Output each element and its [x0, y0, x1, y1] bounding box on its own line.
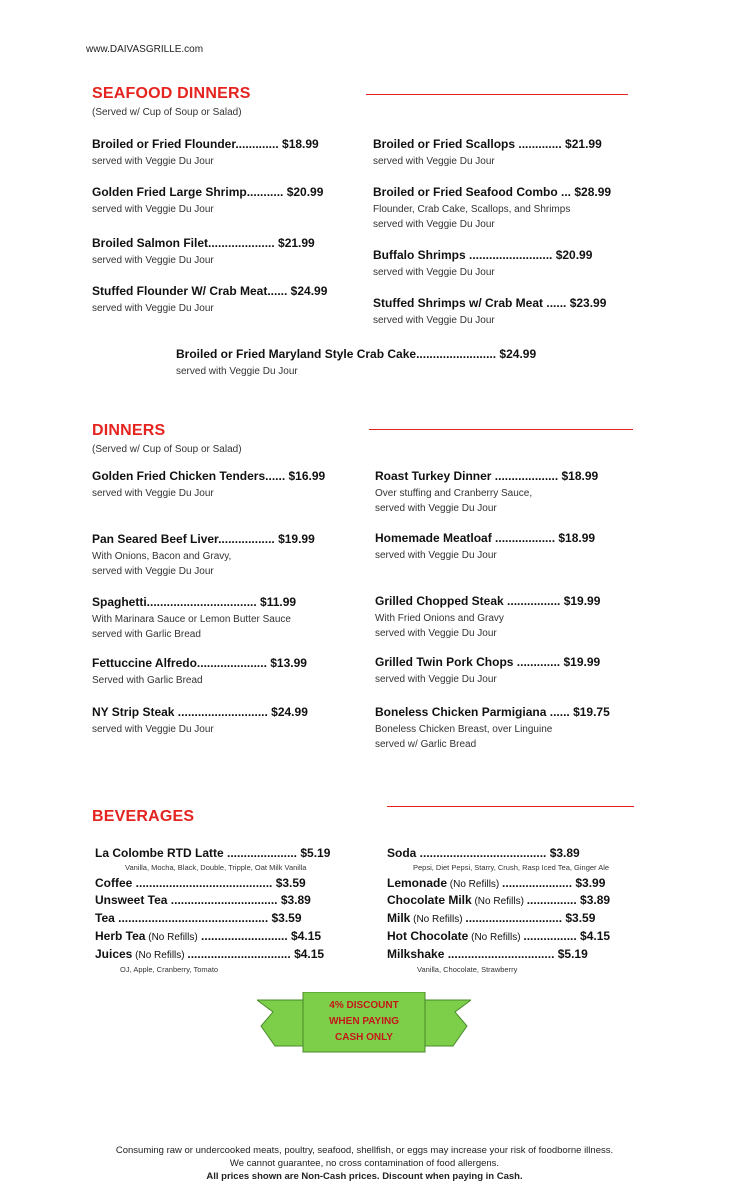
beverage-name: Chocolate Milk [387, 893, 472, 907]
menu-item [92, 595, 296, 642]
menu-item [92, 532, 315, 579]
food-safety-notice: Consuming raw or undercooked meats, poultry, seafood, shellfish, or eggs may increase your risk of foodborne illness. [115, 1145, 614, 1156]
dinners-section-title: DINNERS [92, 422, 166, 439]
menu-item [373, 137, 602, 169]
beverage-name: Soda [387, 846, 417, 860]
beverage-name: Juices [95, 947, 133, 961]
menu-item-name-price: Broiled or Fried Seafood Combo ... $28.99 [373, 185, 612, 199]
beverage-options: Vanilla, Mocha, Black, Double, Tripple, Oat Milk Vanilla [125, 863, 307, 872]
menu-item [375, 594, 600, 641]
menu-item-description-line: served with Veggie Du Jour [375, 628, 497, 639]
beverage-item [387, 846, 580, 860]
menu-item [92, 705, 308, 737]
menu-item-description [92, 612, 296, 642]
beverage-price: .......................... $4.15 [197, 929, 322, 943]
menu-item [92, 656, 307, 688]
menu-item-name-price: NY Strip Steak ........................... $24.99 [92, 705, 308, 719]
menu-item-description-line: served with Garlic Bread [92, 629, 201, 640]
menu-item-description [375, 486, 598, 516]
beverage-price: ............................... $4.15 [187, 947, 325, 961]
beverages-divider [387, 806, 634, 807]
menu-item [375, 531, 595, 563]
menu-item-description-line: served w/ Garlic Bread [375, 739, 477, 750]
beverage-item [387, 911, 595, 925]
menu-item [92, 284, 327, 316]
beverage-item: Unsweet Tea ................................ $3.89 [95, 893, 311, 907]
menu-item-name-price: Golden Fried Large Shrimp........... $20.99 [92, 185, 324, 199]
menu-item [375, 469, 598, 516]
beverage-price: ............... $3.89 [526, 893, 611, 907]
menu-item-description: served with Veggie Du Jour [92, 204, 214, 215]
menu-item-description-line: With Marinara Sauce or Lemon Butter Sauce [92, 614, 291, 625]
discount-banner-text [305, 998, 423, 1046]
discount-line: 4% DISCOUNT [329, 1000, 399, 1011]
menu-item [92, 185, 323, 217]
menu-item-description: Served with Garlic Bread [92, 675, 203, 686]
beverage-item [387, 893, 610, 907]
beverage-price: ..................... $3.99 [502, 876, 606, 890]
menu-item [92, 236, 315, 268]
beverage-item [95, 929, 321, 943]
menu-item-name-price: Broiled Salmon Filet.................... $21.99 [92, 236, 315, 250]
beverage-item [387, 929, 610, 943]
beverage-item [387, 876, 605, 890]
menu-item-name-price: Fettuccine Alfredo..................... $13.99 [92, 656, 307, 670]
beverage-note: (No Refills) [447, 879, 503, 890]
menu-item-name-price: Stuffed Flounder W/ Crab Meat...... $24.99 [92, 284, 328, 298]
menu-item-description: served with Veggie Du Jour [92, 724, 214, 735]
beverage-name: Milk [387, 911, 411, 925]
menu-item-description-line: served with Veggie Du Jour [373, 219, 495, 230]
menu-item-name-price: Buffalo Shrimps ......................... $20.99 [373, 248, 593, 262]
menu-item-name-price: Broiled or Fried Scallops ............. $21.99 [373, 137, 602, 151]
menu-item-description-line: With Onions, Bacon and Gravy, [92, 551, 232, 562]
dinners-divider [369, 429, 633, 430]
menu-item-description [92, 549, 315, 579]
beverage-item: La Colombe RTD Latte ..................... $5.19 [95, 846, 331, 860]
menu-item-description: served with Veggie Du Jour [92, 303, 214, 314]
menu-item-name-price: Pan Seared Beef Liver................. $19.99 [92, 532, 315, 546]
beverage-note: (No Refills) [132, 950, 188, 961]
beverage-name: Hot Chocolate [387, 929, 469, 943]
menu-item [92, 137, 319, 169]
menu-item-description: served with Veggie Du Jour [176, 366, 298, 377]
beverage-price: ................ $4.15 [523, 929, 611, 943]
beverage-price: ............................. $3.59 [465, 911, 596, 925]
beverage-item: Tea ............................................. $3.59 [95, 911, 302, 925]
seafood-divider [366, 94, 628, 95]
beverage-options: Pepsi, Diet Pepsi, Starry, Crush, Rasp Iced Tea, Ginger Ale [413, 863, 610, 872]
menu-item-name-price: Broiled or Fried Flounder............. $18.99 [92, 137, 319, 151]
allergen-notice: We cannot guarantee, no cross contamination of food allergens. [229, 1158, 500, 1169]
menu-item-description [375, 722, 610, 752]
beverage-note: (No Refills) [410, 914, 466, 925]
menu-item-description-line: With Fried Onions and Gravy [375, 613, 504, 624]
menu-item-name-price: Homemade Meatloaf .................. $18.99 [375, 531, 596, 545]
menu-item-name-price: Grilled Twin Pork Chops ............. $19.99 [375, 655, 601, 669]
menu-item-description: served with Veggie Du Jour [373, 315, 495, 326]
menu-item-name-price: Spaghetti................................. $11.99 [92, 595, 297, 609]
beverage-price: ................................ $5.19 [444, 947, 588, 961]
menu-item-name-price: Stuffed Shrimps w/ Crab Meat ...... $23.99 [373, 296, 607, 310]
menu-item-description [375, 611, 600, 641]
beverage-item: Coffee ......................................... $3.59 [95, 876, 306, 890]
menu-item-name-price: Boneless Chicken Parmigiana ...... $19.75 [375, 705, 610, 719]
beverage-options: OJ, Apple, Cranberry, Tomato [120, 965, 219, 974]
menu-item-name-price: Roast Turkey Dinner ................... $18.99 [375, 469, 599, 483]
beverage-note: (No Refills) [471, 896, 527, 907]
beverage-note: (No Refills) [145, 932, 198, 943]
menu-item-name-price: Grilled Chopped Steak ................ $19.99 [375, 594, 601, 608]
menu-item-name-price: Golden Fried Chicken Tenders...... $16.99 [92, 469, 326, 483]
menu-item [373, 185, 611, 232]
menu-item-name-price: Broiled or Fried Maryland Style Crab Cake........................ $24.99 [176, 347, 537, 361]
menu-item-description: served with Veggie Du Jour [373, 156, 495, 167]
menu-item-description-line: served with Veggie Du Jour [375, 503, 497, 514]
beverage-item [95, 947, 324, 961]
beverage-price: ...................................... $3.89 [416, 846, 580, 860]
beverage-note: (No Refills) [468, 932, 524, 943]
ribbon-right-tail [425, 1000, 471, 1046]
menu-item [375, 705, 610, 752]
discount-line: WHEN PAYING [328, 1016, 399, 1027]
pricing-notice: All prices shown are Non-Cash prices. Discount when paying in Cash. [206, 1171, 523, 1182]
menu-item-description: served with Veggie Du Jour [92, 488, 214, 499]
menu-item [176, 347, 536, 379]
beverage-name: Milkshake [387, 947, 445, 961]
beverage-item [387, 947, 588, 961]
menu-item-description: served with Veggie Du Jour [375, 674, 497, 685]
dinners-subtitle: (Served w/ Cup of Soup or Salad) [92, 444, 242, 455]
menu-item [373, 248, 592, 280]
discount-line: CASH ONLY [335, 1032, 393, 1043]
menu-item-description-line: served with Veggie Du Jour [92, 566, 214, 577]
seafood-section-title: SEAFOOD DINNERS [92, 85, 251, 102]
menu-item-description: served with Veggie Du Jour [375, 550, 497, 561]
menu-item [373, 296, 606, 328]
menu-item-description-line: Boneless Chicken Breast, over Linguine [375, 724, 553, 735]
menu-item-description-line: Over stuffing and Cranberry Sauce, [375, 488, 533, 499]
menu-item-description: served with Veggie Du Jour [92, 156, 214, 167]
seafood-subtitle: (Served w/ Cup of Soup or Salad) [92, 107, 242, 118]
beverages-section-title: BEVERAGES [92, 808, 195, 825]
menu-item [92, 469, 325, 501]
menu-item-description-line: Flounder, Crab Cake, Scallops, and Shrimps [373, 204, 571, 215]
menu-item-description [373, 202, 611, 232]
ribbon-left-tail [257, 1000, 303, 1046]
website-url[interactable]: www.DAIVASGRILLE.com [86, 44, 204, 55]
menu-item [375, 655, 600, 687]
menu-item-description: served with Veggie Du Jour [92, 255, 214, 266]
menu-item-description: served with Veggie Du Jour [373, 267, 495, 278]
beverage-name: Herb Tea [95, 929, 146, 943]
beverage-options: Vanilla, Chocolate, Strawberry [417, 965, 518, 974]
beverage-name: Lemonade [387, 876, 448, 890]
